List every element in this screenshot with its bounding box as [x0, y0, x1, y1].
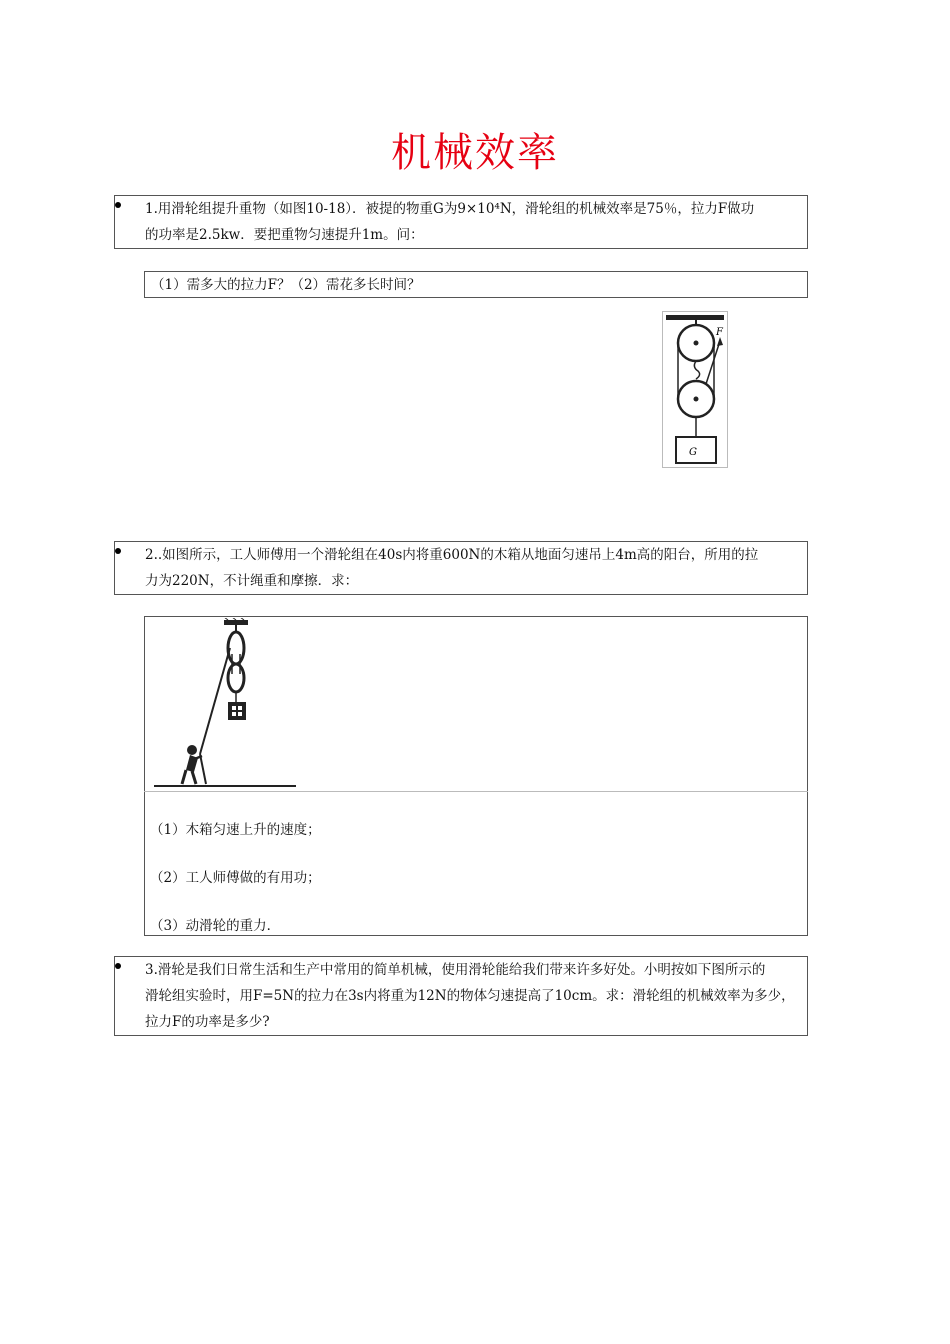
question-2-part-2: （2）工人师傅做的有用功；: [150, 870, 321, 886]
question-1-box: [114, 195, 808, 249]
bullet-icon: [115, 548, 121, 554]
question-2-line-1: 2..如图所示，工人师傅用一个滑轮组在40s内将重600N的木箱从地面匀速吊上4m高的阳台，所用的拉: [145, 547, 759, 563]
bullet-icon: [115, 963, 121, 969]
page-title: 机械效率: [391, 130, 559, 176]
figure-divider: [144, 791, 808, 792]
question-3-text: [145, 957, 801, 1035]
force-label: F: [716, 327, 723, 338]
question-3-line-3: 拉力F的功率是多少?: [145, 1014, 270, 1030]
question-2-box: [114, 541, 808, 595]
question-1-subquestions: [144, 271, 808, 298]
pulley-system-figure-1: [662, 311, 728, 468]
bullet-icon: [115, 202, 121, 208]
question-1-line-2: 的功率是2.5kw．要把重物匀速提升1m。问：: [145, 227, 424, 243]
question-1-text: [145, 196, 801, 248]
question-2-part-3: （3）动滑轮的重力．: [150, 918, 281, 934]
question-1-line-1: 1.用滑轮组提升重物（如图10-18）．被提的物重G为9×10⁴N，滑轮组的机械效率是75％，拉力F做功: [145, 201, 755, 217]
question-3-line-2: 滑轮组实验时，用F=5N的拉力在3s内将重为12N的物体匀速提高了10cm。求：滑轮组的机械效率为多少，: [145, 988, 795, 1004]
question-1-subquestion-text: （1）需多大的拉力F？（2）需花多长时间？: [151, 277, 421, 293]
question-2-line-2: 力为220N，不计绳重和摩擦．求：: [145, 573, 359, 589]
question-2-text: [145, 542, 801, 594]
worker-pulley-figure: [146, 618, 302, 790]
question-3-box: [114, 956, 808, 1036]
question-2-part-1: （1）木箱匀速上升的速度；: [150, 822, 321, 838]
question-3-line-1: 3.滑轮是我们日常生活和生产中常用的简单机械，使用滑轮能给我们带来许多好处。小明按如下图所示的: [145, 962, 766, 978]
weight-label: G: [689, 447, 697, 458]
